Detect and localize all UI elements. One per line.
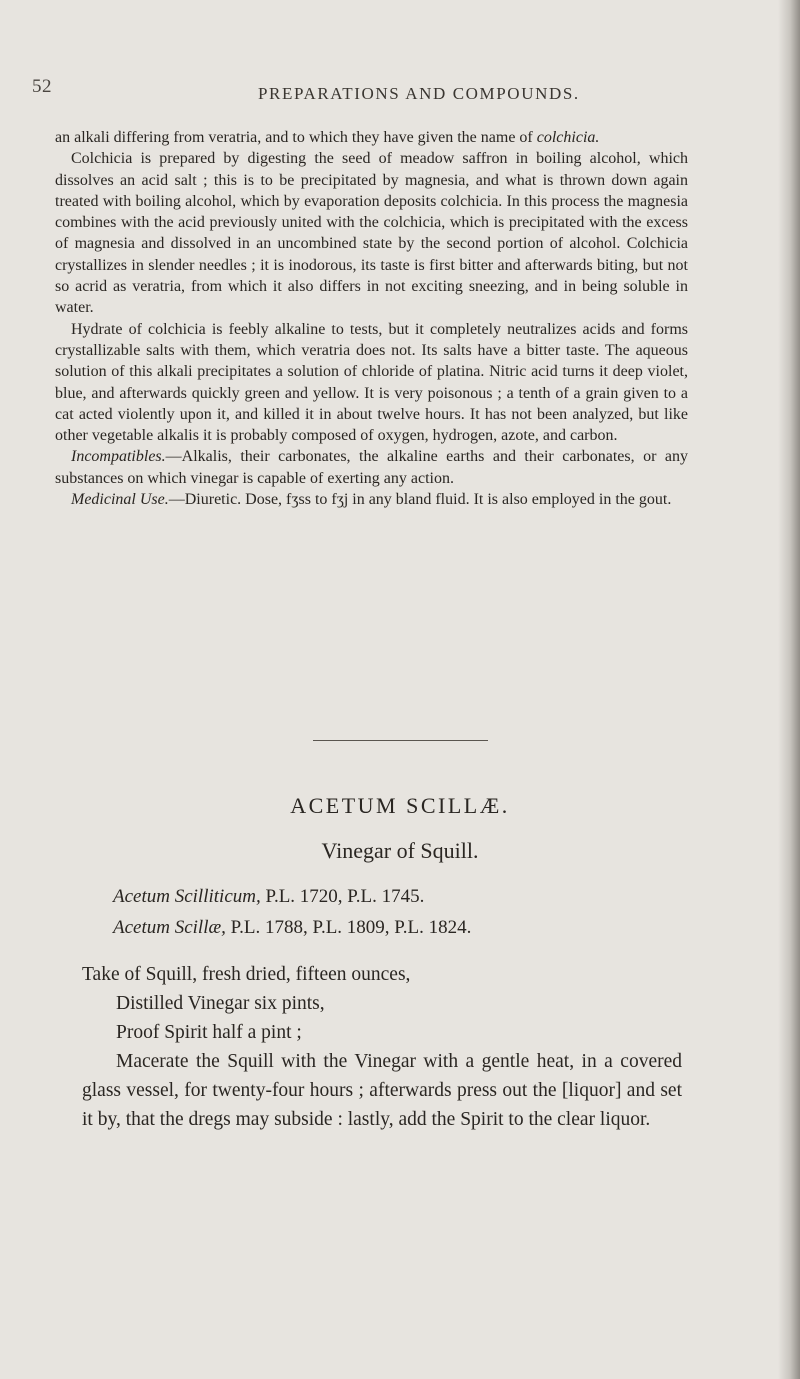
paragraph-continuation — [55, 127, 688, 148]
recipe-line-2: Distilled Vinegar six pints, — [116, 993, 325, 1014]
synonym-2-refs: P.L. 1788, P.L. 1809, P.L. 1824. — [225, 917, 472, 938]
running-head: PREPARATIONS AND COMPOUNDS. — [258, 84, 580, 103]
paragraph-medicinal-use — [55, 489, 688, 510]
body-text — [55, 127, 688, 510]
medicinal-use-text: —Diuretic. Dose, fʒss to fʒj in any bland fluid. It is also employed in the gout. — [168, 491, 672, 509]
recipe-line-1: Take of Squill, fresh dried, fifteen ounces, — [82, 964, 411, 985]
recipe — [82, 960, 682, 1134]
medicinal-use-label: Medicinal Use. — [71, 491, 169, 509]
synonym-line-1 — [113, 886, 424, 908]
incompatibles-label: Incompatibles. — [71, 448, 166, 466]
synonym-1-name: Acetum Scilliticum, — [113, 886, 261, 907]
synonym-line-2 — [113, 917, 471, 939]
synonym-1-refs: P.L. 1720, P.L. 1745. — [260, 886, 425, 907]
continuation-text: an alkali differing from veratria, and to which they have given the name of — [55, 129, 537, 146]
section-divider — [313, 740, 488, 741]
page-number: 52 — [32, 76, 52, 97]
paragraph-preparation: Colchicia is prepared by digesting the seed of meadow saffron in boiling alcohol, which dissolves an acid salt ; this is to be precipitated by magnesia, and what is thrown down again treated with boiling alcohol, which by evaporation deposits colchicia. In this process the magnesia combines with the acid previously united with the colchicia, which is precipitated with the excess of magnesia and dissolved in an uncombined state by the second portion of alcohol. Colchicia crystallizes in slender needles ; it is inodorous, its taste is first bitter and afterwards biting, but not so acrid as veratria, from which it also differs in not exciting sneezing, and in being soluble in water. — [55, 150, 688, 317]
incompatibles-text: —Alkalis, their carbonates, the alkaline earths and their carbonates, or any substances on which vinegar is capable of exerting any action. — [55, 448, 688, 487]
section-title: ACETUM SCILLÆ. — [290, 793, 510, 818]
paragraph-incompatibles — [55, 446, 688, 489]
recipe-line-3: Proof Spirit half a pint ; — [116, 1022, 302, 1043]
paragraph-hydrate: Hydrate of colchicia is feebly alkaline to tests, but it completely neutralizes acids and forms crystallizable salts with them, which veratria does not. Its salts have a bitter taste. The aqueous solution of this alkali precipitates a solution of chloride of platina. Nitric acid turns it deep violet, blue, and afterwards quickly green and yellow. It is very poisonous ; a tenth of a grain given to a cat acted violently upon it, and killed it in about twelve hours. It has not been analyzed, but like other vegetable alkalis it is probably composed of oxygen, hydrogen, azote, and carbon. — [55, 320, 688, 445]
synonym-2-name: Acetum Scillæ, — [113, 917, 226, 938]
term-colchicia: colchicia. — [536, 129, 600, 146]
recipe-directions: Macerate the Squill with the Vinegar with a gentle heat, in a covered glass vessel, for twenty-four hours ; afterwards press out the [liquor] and set it by, that the dregs may subside : lastly, add the Spirit to the clear liquor. — [82, 1051, 682, 1130]
section-subtitle: Vinegar of Squill. — [321, 838, 479, 863]
page-edge-shadow — [778, 0, 800, 1379]
